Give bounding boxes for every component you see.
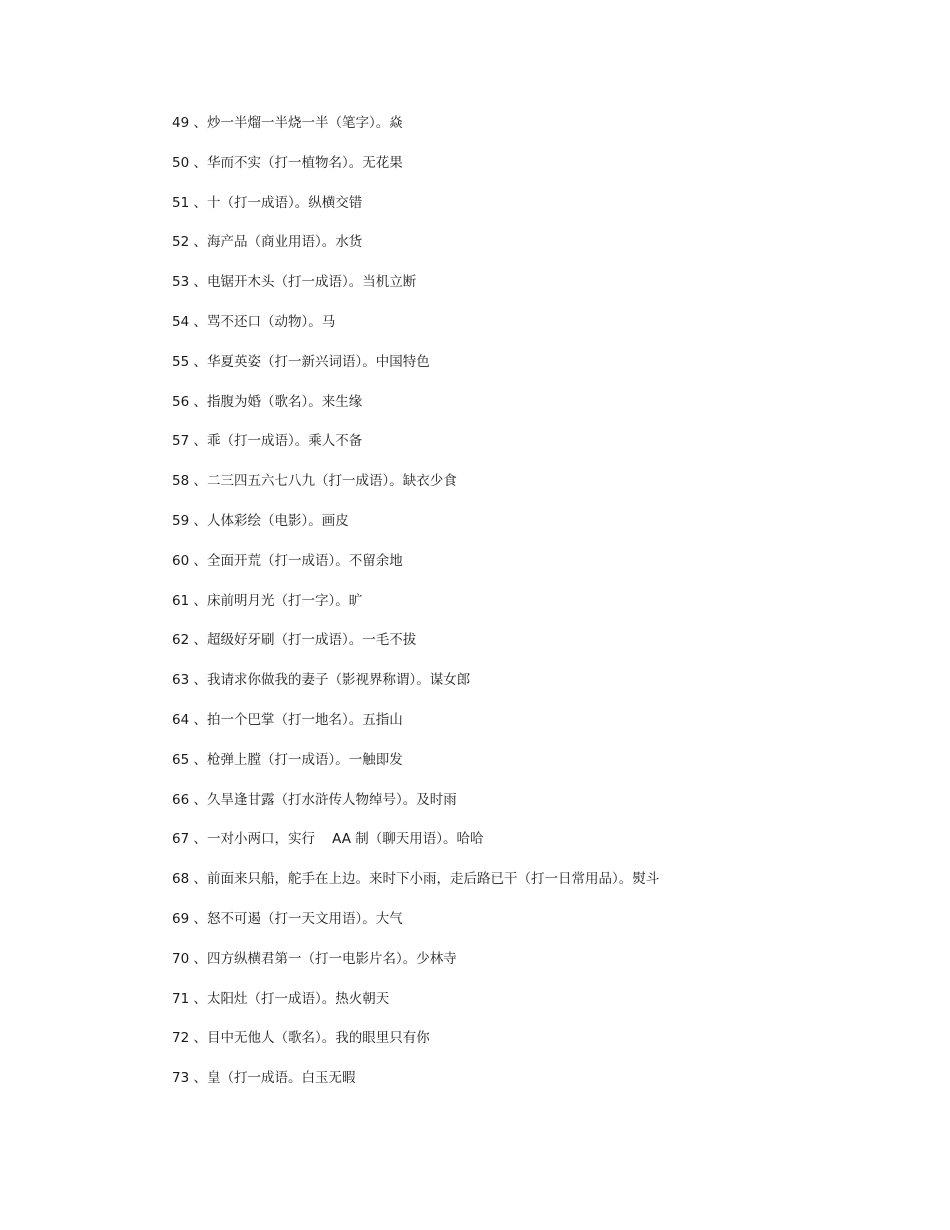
- riddle-list: [172, 112, 892, 1107]
- riddle-number: 69: [172, 910, 190, 927]
- riddle-number: 49: [172, 115, 190, 131]
- riddle-text: 人体彩绘（电影）。画皮: [206, 512, 349, 529]
- riddle-separator: 、: [189, 592, 207, 609]
- riddle-number: 63: [172, 672, 190, 689]
- riddle-separator: 、: [189, 711, 207, 728]
- list-item: [172, 590, 892, 630]
- riddle-text: 床前明月光（打一字）。旷: [206, 592, 363, 609]
- riddle-separator: 、: [189, 1070, 207, 1087]
- riddle-text: 炒一半熘一半烧一半（笔字）。焱: [206, 115, 403, 131]
- riddle-number: 65: [172, 751, 190, 768]
- riddle-text: 目中无他人（歌名）。我的眼里只有你: [206, 1030, 430, 1047]
- riddle-number: 52: [172, 234, 190, 251]
- riddle-separator: 、: [189, 672, 207, 689]
- riddle-separator: 、: [189, 512, 207, 529]
- riddle-separator: 、: [189, 990, 207, 1007]
- riddle-number: 67: [172, 831, 190, 848]
- list-item: [172, 470, 892, 510]
- riddle-text: 二三四五六七八九（打一成语）。缺衣少食: [206, 473, 457, 490]
- list-item: [172, 629, 892, 669]
- riddle-number: 64: [172, 711, 190, 728]
- riddle-text: 枪弹上膛（打一成语）。一触即发: [206, 751, 403, 768]
- list-item: [172, 192, 892, 232]
- riddle-number: 57: [172, 433, 190, 450]
- riddle-text: 海产品（商业用语）。水货: [206, 234, 363, 251]
- riddle-number: 50: [172, 154, 190, 171]
- riddle-text: 乖（打一成语）。乘人不备: [206, 433, 363, 450]
- riddle-number: 68: [172, 871, 190, 888]
- riddle-text: 十（打一成语）。纵横交错: [206, 194, 363, 211]
- list-item: [172, 868, 892, 908]
- riddle-text: 指腹为婚（歌名）。来生缘: [206, 393, 363, 410]
- riddle-number: 61: [172, 592, 190, 609]
- riddle-number: 71: [172, 990, 190, 1007]
- riddle-number: 59: [172, 512, 190, 529]
- riddle-text: 怒不可遏（打一天文用语）。大气: [206, 910, 403, 927]
- riddle-number: 56: [172, 393, 190, 410]
- riddle-separator: 、: [189, 871, 207, 888]
- riddle-text: 电锯开木头（打一成语）。当机立断: [206, 274, 417, 291]
- riddle-separator: 、: [189, 831, 207, 848]
- riddle-number: 70: [172, 950, 190, 967]
- riddle-text: 超级好牙刷（打一成语）。一毛不拔: [206, 632, 417, 649]
- riddle-separator: 、: [189, 473, 207, 490]
- list-item: [172, 351, 892, 391]
- riddle-text: 一对小两口，实行 AA 制（聊天用语）。哈哈: [206, 831, 484, 848]
- list-item: [172, 908, 892, 948]
- list-item: [172, 669, 892, 709]
- list-item: [172, 510, 892, 550]
- riddle-number: 58: [172, 473, 190, 490]
- riddle-text: 前面来只船，舵手在上边。来时下小雨，走后路已干（打一日常用品）。熨斗: [206, 871, 660, 888]
- list-item: [172, 550, 892, 590]
- riddle-number: 62: [172, 632, 190, 649]
- riddle-text: 太阳灶（打一成语）。热火朝天: [206, 990, 390, 1007]
- list-item: [172, 828, 892, 868]
- riddle-text: 久旱逢甘露（打水浒传人物绰号）。及时雨: [206, 791, 457, 808]
- riddle-number: 72: [172, 1030, 190, 1047]
- list-item: [172, 430, 892, 470]
- riddle-text: 皇（打一成语。白玉无暇: [206, 1070, 356, 1087]
- riddle-text: 华夏英姿（打一新兴词语）。中国特色: [206, 353, 430, 370]
- list-item: [172, 391, 892, 431]
- riddle-number: 66: [172, 791, 190, 808]
- riddle-separator: 、: [189, 353, 207, 370]
- riddle-number: 60: [172, 552, 190, 569]
- list-item: [172, 948, 892, 988]
- riddle-text: 全面开荒（打一成语）。不留余地: [206, 552, 403, 569]
- list-item: [172, 271, 892, 311]
- riddle-separator: 、: [189, 950, 207, 967]
- riddle-separator: 、: [189, 791, 207, 808]
- riddle-text: 拍一个巴掌（打一地名）。五指山: [206, 711, 403, 728]
- riddle-number: 55: [172, 353, 190, 370]
- list-item: [172, 311, 892, 351]
- list-item: [172, 709, 892, 749]
- list-item: [172, 1027, 892, 1067]
- riddle-number: 73: [172, 1070, 190, 1087]
- list-item: [172, 988, 892, 1028]
- riddle-text: 骂不还口（动物）。马: [206, 313, 336, 330]
- riddle-separator: 、: [189, 910, 207, 927]
- riddle-separator: 、: [189, 313, 207, 330]
- list-item: [172, 152, 892, 192]
- list-item: [172, 789, 892, 829]
- list-item: [172, 1067, 892, 1107]
- riddle-separator: 、: [189, 154, 207, 171]
- riddle-number: 51: [172, 194, 190, 211]
- riddle-separator: 、: [189, 1030, 207, 1047]
- riddle-separator: 、: [189, 751, 207, 768]
- riddle-text: 我请求你做我的妻子（影视界称谓）。谋女郎: [206, 672, 471, 689]
- riddle-separator: 、: [189, 115, 207, 131]
- riddle-text: 四方纵横君第一（打一电影片名）。少林寺: [206, 950, 457, 967]
- riddle-separator: 、: [189, 632, 207, 649]
- riddle-number: 54: [172, 313, 190, 330]
- riddle-separator: 、: [189, 433, 207, 450]
- riddle-text: 华而不实（打一植物名）。无花果: [206, 154, 403, 171]
- list-item: [172, 749, 892, 789]
- riddle-separator: 、: [189, 393, 207, 410]
- riddle-separator: 、: [189, 234, 207, 251]
- list-item: [172, 231, 892, 271]
- riddle-separator: 、: [189, 194, 207, 211]
- riddle-separator: 、: [189, 552, 207, 569]
- riddle-number: 53: [172, 274, 190, 291]
- riddle-separator: 、: [189, 274, 207, 291]
- list-item: [172, 112, 892, 152]
